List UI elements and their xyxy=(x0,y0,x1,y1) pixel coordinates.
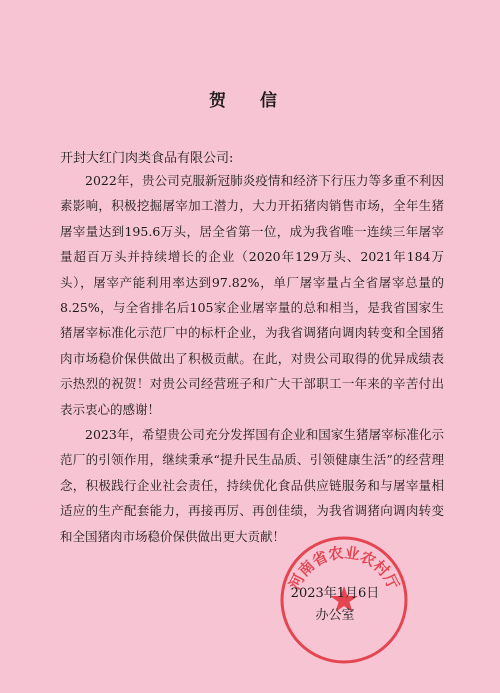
paragraph-1: 2022年，贵公司克服新冠肺炎疫情和经济下行压力等多重不利因素影响，积极挖掘屠宰加工潜力，大力开拓猪肉销售市场，全年生猪屠宰量达到195.6万头，居全省第一位，成为我省唯一连续三年屠宰量超百万头并持续增长的企业（2020年129万头、2021年184万头），屠宰产能利用率达到97.82%，单厂屠宰量占全省屠宰总量的8.25%，与全省排名后105家企业屠宰量的总和相当，是我省国家生猪屠宰标准化示范厂中的标杆企业，为我省调猪向调肉转变和全国猪肉市场稳价保供做出了积极贡献。在此，对贵公司取得的优异成绩表示热烈的祝贺！对贵公司经营班子和广大干部职工一年来的辛苦付出表示衷心的感谢！ xyxy=(60,173,444,417)
paragraph-2: 2023年，希望贵公司充分发挥国有企业和国家生猪屠宰标准化示范厂的引领作用，继续秉承“提升民生品质、引领健康生活”的经营理念，积极践行企业社会责任，持续优化食品供应链服务和与屠宰量相适应的生产配套能力，再接再厉、再创佳绩，为我省调猪向调肉转变和全国猪肉市场稳价保供做出更大贡献！ xyxy=(60,427,444,544)
signoff-block xyxy=(250,543,420,660)
salutation: 开封大红门肉类食品有限公司: xyxy=(60,151,234,166)
seal-text: 河南省农业农村厅 xyxy=(285,543,403,593)
letter-date: 2023年1月6日 xyxy=(290,586,380,601)
issuing-office: 办公室 xyxy=(315,608,355,623)
letter-body xyxy=(60,168,444,549)
letter-title: 贺 信 xyxy=(209,91,291,111)
